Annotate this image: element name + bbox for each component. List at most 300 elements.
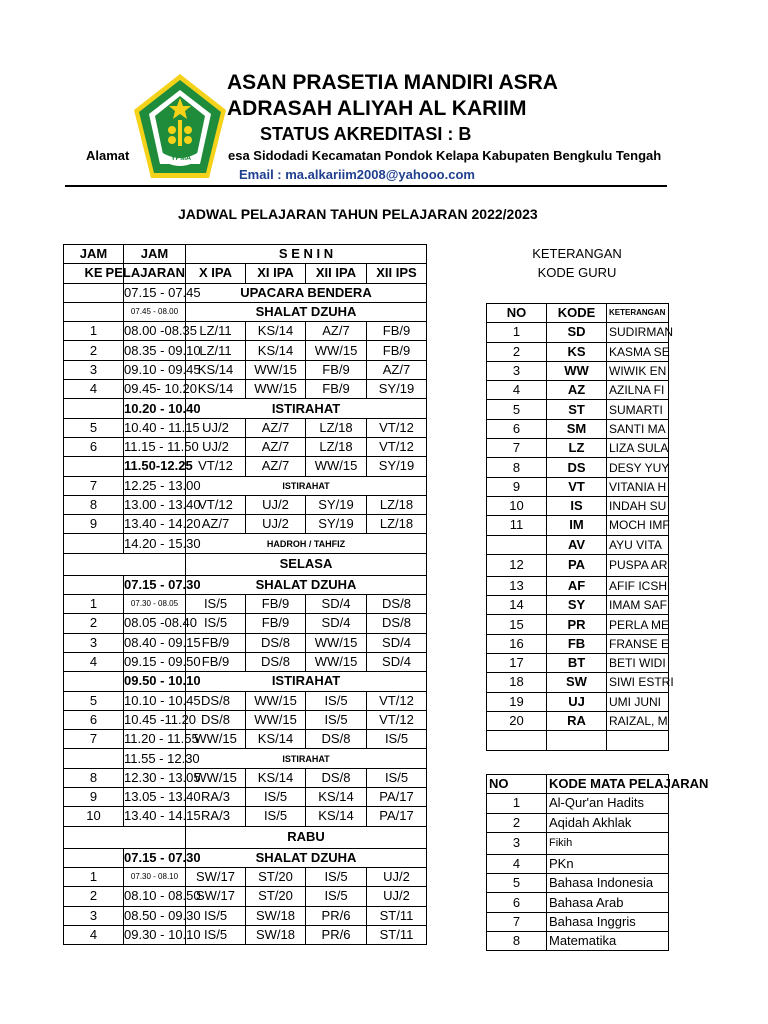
guru-no: 7 bbox=[487, 439, 547, 458]
lesson-cell: IS/5 bbox=[186, 595, 246, 614]
guru-row bbox=[487, 400, 669, 419]
mapel-row bbox=[487, 854, 669, 873]
lesson-cell: SW/17 bbox=[186, 867, 246, 886]
mapel-row bbox=[487, 893, 669, 912]
jam-ke-cell bbox=[64, 672, 124, 691]
mapel-nama: PKn bbox=[547, 854, 669, 873]
lesson-cell: SD/4 bbox=[367, 633, 427, 652]
mapel-no: 2 bbox=[487, 813, 547, 832]
time-cell: 10.45 -11.20 bbox=[124, 710, 186, 729]
lesson-cell: WW/15 bbox=[246, 380, 306, 399]
guru-head-no: NO bbox=[487, 304, 547, 323]
header-line-2: ADRASAH ALIYAH AL KARIIM bbox=[227, 97, 527, 120]
empty-cell bbox=[124, 553, 186, 575]
time-cell: 13.40 - 14.15 bbox=[124, 807, 186, 826]
guru-row bbox=[487, 477, 669, 496]
guru-kode: FB bbox=[547, 634, 607, 653]
time-cell: 11.15 - 11.50 bbox=[124, 437, 186, 456]
header-row-2 bbox=[64, 264, 427, 283]
mapel-no: 7 bbox=[487, 912, 547, 931]
guru-no: 6 bbox=[487, 419, 547, 438]
jam-ke-cell: 5 bbox=[64, 418, 124, 437]
guru-head-ket: KETERANGAN bbox=[607, 304, 669, 323]
class-header: XI IPA bbox=[246, 264, 306, 283]
time-cell: 09.30 - 10.10 bbox=[124, 925, 186, 944]
jam-ke-cell: 1 bbox=[64, 867, 124, 886]
activity-cell: ISTIRAHAT bbox=[186, 399, 427, 418]
time-cell: 13.40 - 14.20 bbox=[124, 515, 186, 534]
schedule-row bbox=[64, 906, 427, 925]
jam-ke-cell: 6 bbox=[64, 710, 124, 729]
lesson-cell: SW/17 bbox=[186, 887, 246, 906]
time-cell: 10.10 - 10.45 bbox=[124, 691, 186, 710]
guru-no: 1 bbox=[487, 323, 547, 342]
empty-cell bbox=[124, 826, 186, 848]
guru-kode: WW bbox=[547, 361, 607, 380]
lesson-cell: RA/3 bbox=[186, 788, 246, 807]
mapel-nama: Matematika bbox=[547, 932, 669, 951]
guru-nama: BETI WIDI bbox=[607, 654, 669, 673]
lesson-cell: PR/6 bbox=[306, 906, 367, 925]
guru-no: 10 bbox=[487, 496, 547, 515]
guru-nama: SANTI MA bbox=[607, 419, 669, 438]
mapel-row bbox=[487, 813, 669, 832]
time-cell: 13.05 - 13.40 bbox=[124, 788, 186, 807]
guru-kode: BT bbox=[547, 654, 607, 673]
guru-nama: KASMA SE bbox=[607, 342, 669, 361]
schedule-row bbox=[64, 399, 427, 418]
guru-no: 19 bbox=[487, 692, 547, 711]
lesson-cell: FB/9 bbox=[306, 360, 367, 379]
guru-row bbox=[487, 535, 669, 554]
time-cell: 07.15 - 07.30 bbox=[124, 575, 186, 594]
lesson-cell: IS/5 bbox=[367, 730, 427, 749]
guru-row bbox=[487, 615, 669, 634]
lesson-cell: FB/9 bbox=[367, 341, 427, 360]
lesson-cell: DS/8 bbox=[306, 768, 367, 787]
lesson-cell: UJ/2 bbox=[186, 418, 246, 437]
schedule-row bbox=[64, 575, 427, 594]
mapel-no: 4 bbox=[487, 854, 547, 873]
guru-no: 18 bbox=[487, 673, 547, 692]
guru-kode: SD bbox=[547, 323, 607, 342]
lesson-cell: AZ/7 bbox=[246, 457, 306, 476]
jam-ke-cell: 2 bbox=[64, 887, 124, 906]
time-cell: 10.20 - 10.40 bbox=[124, 399, 186, 418]
schedule-row bbox=[64, 341, 427, 360]
lesson-cell: WW/15 bbox=[306, 341, 367, 360]
schedule-row bbox=[64, 457, 427, 476]
jam-ke-cell: 1 bbox=[64, 595, 124, 614]
guru-no: 20 bbox=[487, 711, 547, 730]
activity-cell: UPACARA BENDERA bbox=[186, 283, 427, 302]
guru-nama: PERLA ME bbox=[607, 615, 669, 634]
guru-kode: PR bbox=[547, 615, 607, 634]
address-text: esa Sidodadi Kecamatan Pondok Kelapa Kabupaten Bengkulu Tengah bbox=[228, 148, 662, 163]
time-cell: 12.30 - 13.05 bbox=[124, 768, 186, 787]
mapel-nama: Fikih bbox=[547, 832, 669, 854]
activity-cell: HADROH / TAHFIZ bbox=[186, 534, 427, 553]
jam-ke-cell: 1 bbox=[64, 322, 124, 341]
mapel-no: 1 bbox=[487, 794, 547, 813]
guru-no bbox=[487, 731, 547, 750]
email-text: Email : ma.alkariim2008@yahooo.com bbox=[239, 167, 475, 182]
class-header: XII IPA bbox=[306, 264, 367, 283]
lesson-cell: SY/19 bbox=[367, 380, 427, 399]
lesson-cell: UJ/2 bbox=[246, 515, 306, 534]
class-header: X IPA bbox=[186, 264, 246, 283]
schedule-row bbox=[64, 614, 427, 633]
jam-ke-cell bbox=[64, 848, 124, 867]
guru-row bbox=[487, 731, 669, 750]
guru-kode: UJ bbox=[547, 692, 607, 711]
schedule-row bbox=[64, 788, 427, 807]
lesson-cell: SD/4 bbox=[367, 652, 427, 671]
guru-nama: SIWI ESTRI bbox=[607, 673, 669, 692]
jam-ke-cell: 8 bbox=[64, 768, 124, 787]
schedule-row bbox=[64, 867, 427, 886]
mapel-nama: Bahasa Inggris bbox=[547, 912, 669, 931]
kode-guru-title: KODE GURU bbox=[537, 265, 617, 280]
jam-ke-cell: 4 bbox=[64, 925, 124, 944]
lesson-cell: DS/8 bbox=[246, 652, 306, 671]
schedule-row bbox=[64, 807, 427, 826]
lesson-cell: PA/17 bbox=[367, 807, 427, 826]
schedule-row bbox=[64, 768, 427, 787]
lesson-cell: ST/11 bbox=[367, 925, 427, 944]
guru-nama: SUMARTI bbox=[607, 400, 669, 419]
lesson-cell: WW/15 bbox=[306, 633, 367, 652]
guru-no: 3 bbox=[487, 361, 547, 380]
lesson-cell: WW/15 bbox=[306, 652, 367, 671]
lesson-cell: SD/4 bbox=[306, 614, 367, 633]
jam-ke-cell: 2 bbox=[64, 614, 124, 633]
guru-kode: PA bbox=[547, 554, 607, 576]
lesson-cell: IS/5 bbox=[246, 807, 306, 826]
lesson-cell: AZ/7 bbox=[367, 360, 427, 379]
guru-no: 11 bbox=[487, 516, 547, 535]
mapel-row bbox=[487, 874, 669, 893]
jam-ke-cell bbox=[64, 534, 124, 553]
time-cell: 14.20 - 15.30 bbox=[124, 534, 186, 553]
schedule-row bbox=[64, 515, 427, 534]
guru-row bbox=[487, 323, 669, 342]
guru-nama: VITANIA H bbox=[607, 477, 669, 496]
guru-no: 12 bbox=[487, 554, 547, 576]
schedule-row bbox=[64, 595, 427, 614]
jam-ke-cell: 9 bbox=[64, 788, 124, 807]
schedule-row bbox=[64, 360, 427, 379]
mapel-head-kode: KODE MATA PELAJARAN bbox=[547, 775, 669, 794]
guru-no: 16 bbox=[487, 634, 547, 653]
activity-cell: ISTIRAHAT bbox=[186, 672, 427, 691]
lesson-cell: FB/9 bbox=[246, 614, 306, 633]
day-header: SELASA bbox=[186, 553, 427, 575]
guru-no: 15 bbox=[487, 615, 547, 634]
time-cell: 08.00 -08.35 bbox=[124, 322, 186, 341]
lesson-cell: FB/9 bbox=[186, 652, 246, 671]
guru-row bbox=[487, 711, 669, 730]
lesson-cell: DS/8 bbox=[186, 691, 246, 710]
guru-kode: IM bbox=[547, 516, 607, 535]
col-jam-pel-2 bbox=[105, 264, 186, 283]
mapel-nama: Aqidah Akhlak bbox=[547, 813, 669, 832]
time-cell: 08.35 - 09.10 bbox=[124, 341, 186, 360]
guru-no: 8 bbox=[487, 458, 547, 477]
address-label: Alamat bbox=[86, 148, 130, 163]
guru-kode: KS bbox=[547, 342, 607, 361]
schedule-row bbox=[64, 887, 427, 906]
mapel-nama: Al-Qur'an Hadits bbox=[547, 794, 669, 813]
time-cell: 11.20 - 11.55 bbox=[124, 730, 186, 749]
lesson-cell: VT/12 bbox=[367, 437, 427, 456]
guru-kode: AV bbox=[547, 535, 607, 554]
empty-cell bbox=[64, 553, 124, 575]
mapel-nama: Bahasa Indonesia bbox=[547, 874, 669, 893]
lesson-cell: PR/6 bbox=[306, 925, 367, 944]
guru-nama: AZILNA FI bbox=[607, 381, 669, 400]
lesson-cell: IS/5 bbox=[306, 887, 367, 906]
jam-ke-cell: 7 bbox=[64, 730, 124, 749]
guru-row bbox=[487, 342, 669, 361]
guru-nama: AFIF ICSH bbox=[607, 576, 669, 595]
lesson-cell: FB/9 bbox=[367, 322, 427, 341]
lesson-cell: VT/12 bbox=[367, 710, 427, 729]
guru-no: 5 bbox=[487, 400, 547, 419]
time-cell: 08.50 - 09.30 bbox=[124, 906, 186, 925]
guru-row bbox=[487, 673, 669, 692]
lesson-cell: PA/17 bbox=[367, 788, 427, 807]
guru-row bbox=[487, 554, 669, 576]
mapel-row bbox=[487, 832, 669, 854]
lesson-cell: IS/5 bbox=[246, 788, 306, 807]
lesson-cell: VT/12 bbox=[367, 418, 427, 437]
activity-cell: ISTIRAHAT bbox=[186, 749, 427, 768]
guru-row bbox=[487, 596, 669, 615]
lesson-cell: VT/12 bbox=[367, 691, 427, 710]
guru-row bbox=[487, 654, 669, 673]
day-header: RABU bbox=[186, 826, 427, 848]
lesson-cell: SY/19 bbox=[367, 457, 427, 476]
time-cell: 11.55 - 12.30 bbox=[124, 749, 186, 768]
activity-cell: SHALAT DZUHA bbox=[186, 848, 427, 867]
lesson-cell: KS/14 bbox=[186, 380, 246, 399]
col-jam-pel-text: PELAJARAN bbox=[105, 265, 185, 281]
lesson-cell: WW/15 bbox=[186, 730, 246, 749]
mapel-row bbox=[487, 912, 669, 931]
schedule-row bbox=[64, 534, 427, 553]
guru-row bbox=[487, 419, 669, 438]
time-cell: 08.40 - 09.15 bbox=[124, 633, 186, 652]
lesson-cell: VT/12 bbox=[186, 495, 246, 514]
mapel-header-row bbox=[487, 775, 669, 794]
mapel-head-no: NO bbox=[487, 775, 547, 794]
school-logo bbox=[133, 72, 228, 182]
guru-nama: LIZA SULA bbox=[607, 439, 669, 458]
guru-kode: SY bbox=[547, 596, 607, 615]
guru-nama: IMAM SAF bbox=[607, 596, 669, 615]
lesson-cell: UJ/2 bbox=[186, 437, 246, 456]
jam-ke-cell: 8 bbox=[64, 495, 124, 514]
guru-row bbox=[487, 496, 669, 515]
lesson-cell: DS/8 bbox=[306, 730, 367, 749]
guru-kode: LZ bbox=[547, 439, 607, 458]
guru-kode: AF bbox=[547, 576, 607, 595]
guru-no: 17 bbox=[487, 654, 547, 673]
mapel-no: 8 bbox=[487, 932, 547, 951]
schedule-row bbox=[64, 633, 427, 652]
mapel-no: 5 bbox=[487, 874, 547, 893]
guru-kode: VT bbox=[547, 477, 607, 496]
lesson-cell: WW/15 bbox=[246, 691, 306, 710]
schedule-row bbox=[64, 553, 427, 575]
schedule-row bbox=[64, 652, 427, 671]
lesson-cell: LZ/11 bbox=[186, 341, 246, 360]
jam-ke-cell: 7 bbox=[64, 476, 124, 495]
guru-nama: UMI JUNI bbox=[607, 692, 669, 711]
schedule-row bbox=[64, 848, 427, 867]
guru-kode: DS bbox=[547, 458, 607, 477]
lesson-cell: LZ/11 bbox=[186, 322, 246, 341]
guru-row bbox=[487, 634, 669, 653]
lesson-cell: WW/15 bbox=[246, 710, 306, 729]
jam-ke-cell bbox=[64, 457, 124, 476]
jam-ke-cell bbox=[64, 302, 124, 321]
guru-row bbox=[487, 381, 669, 400]
schedule-row bbox=[64, 322, 427, 341]
lesson-cell: ST/20 bbox=[246, 887, 306, 906]
guru-no bbox=[487, 535, 547, 554]
lesson-cell: IS/5 bbox=[186, 906, 246, 925]
lesson-cell: LZ/18 bbox=[306, 437, 367, 456]
jam-ke-cell: 4 bbox=[64, 380, 124, 399]
schedule-row bbox=[64, 302, 427, 321]
schedule-row bbox=[64, 730, 427, 749]
guru-row bbox=[487, 692, 669, 711]
jam-ke-cell: 2 bbox=[64, 341, 124, 360]
lesson-cell: RA/3 bbox=[186, 807, 246, 826]
guru-row bbox=[487, 516, 669, 535]
lesson-cell: SW/18 bbox=[246, 906, 306, 925]
schedule-row bbox=[64, 672, 427, 691]
schedule-row bbox=[64, 476, 427, 495]
lesson-cell: FB/9 bbox=[186, 633, 246, 652]
jam-ke-cell: 3 bbox=[64, 906, 124, 925]
guru-row bbox=[487, 361, 669, 380]
lesson-cell: SW/18 bbox=[246, 925, 306, 944]
header-row-1 bbox=[64, 245, 427, 264]
header-divider bbox=[65, 185, 667, 187]
schedule-row bbox=[64, 925, 427, 944]
guru-no: 2 bbox=[487, 342, 547, 361]
jam-ke-cell: 3 bbox=[64, 633, 124, 652]
day-header-senin: S E N I N bbox=[186, 245, 427, 264]
lesson-cell: IS/5 bbox=[306, 691, 367, 710]
lesson-cell: ST/11 bbox=[367, 906, 427, 925]
guru-kode: ST bbox=[547, 400, 607, 419]
guru-row bbox=[487, 458, 669, 477]
schedule-row bbox=[64, 691, 427, 710]
lesson-cell: KS/14 bbox=[306, 788, 367, 807]
page-title: JADWAL PELAJARAN TAHUN PELAJARAN 2022/2023 bbox=[178, 206, 538, 222]
keterangan-title: KETERANGAN bbox=[532, 246, 622, 261]
lesson-cell: DS/8 bbox=[367, 614, 427, 633]
lesson-cell: IS/5 bbox=[306, 867, 367, 886]
lesson-cell: IS/5 bbox=[186, 614, 246, 633]
guru-nama: SUDIRMAN bbox=[607, 323, 669, 342]
mapel-row bbox=[487, 932, 669, 951]
activity-cell: SHALAT DZUHA bbox=[186, 302, 427, 321]
class-header: XII IPS bbox=[367, 264, 427, 283]
lesson-cell: KS/14 bbox=[246, 768, 306, 787]
jam-ke-cell: 6 bbox=[64, 437, 124, 456]
lesson-cell: UJ/2 bbox=[246, 495, 306, 514]
lesson-cell: WW/15 bbox=[246, 360, 306, 379]
guru-nama: INDAH SU bbox=[607, 496, 669, 515]
lesson-cell: KS/14 bbox=[246, 730, 306, 749]
logo-text: YPMA bbox=[170, 155, 192, 162]
lesson-cell: SY/19 bbox=[306, 495, 367, 514]
header-line-3: STATUS AKREDITASI : B bbox=[260, 124, 472, 144]
guru-nama: AYU VITA bbox=[607, 535, 669, 554]
lesson-cell: SD/4 bbox=[306, 595, 367, 614]
lesson-cell: FB/9 bbox=[306, 380, 367, 399]
time-cell: 11.50-12.25 bbox=[124, 457, 186, 476]
schedule-row bbox=[64, 495, 427, 514]
lesson-cell: LZ/18 bbox=[306, 418, 367, 437]
lesson-cell: KS/14 bbox=[306, 807, 367, 826]
guru-kode: SW bbox=[547, 673, 607, 692]
schedule-row bbox=[64, 749, 427, 768]
col-jam-ke-1: JAM bbox=[64, 245, 124, 264]
lesson-cell: KS/14 bbox=[246, 341, 306, 360]
schedule-row bbox=[64, 283, 427, 302]
guru-nama: MOCH IMF bbox=[607, 516, 669, 535]
time-cell: 07.15 - 07.45 bbox=[124, 283, 186, 302]
activity-cell: ISTIRAHAT bbox=[186, 476, 427, 495]
time-cell: 09.50 - 10.10 bbox=[124, 672, 186, 691]
guru-kode: SM bbox=[547, 419, 607, 438]
lesson-cell: IS/5 bbox=[367, 768, 427, 787]
guru-nama bbox=[607, 731, 669, 750]
guru-row bbox=[487, 439, 669, 458]
guru-kode bbox=[547, 731, 607, 750]
jam-ke-cell: 5 bbox=[64, 691, 124, 710]
schedule-row bbox=[64, 437, 427, 456]
guru-kode: RA bbox=[547, 711, 607, 730]
lesson-cell: WW/15 bbox=[306, 457, 367, 476]
time-cell: 07.30 - 08.10 bbox=[124, 867, 186, 886]
guru-kode: IS bbox=[547, 496, 607, 515]
jam-ke-cell bbox=[64, 749, 124, 768]
time-cell: 12.25 - 13.00 bbox=[124, 476, 186, 495]
time-cell: 09.45- 10.20 bbox=[124, 380, 186, 399]
jam-ke-cell bbox=[64, 575, 124, 594]
lesson-cell: WW/15 bbox=[186, 768, 246, 787]
jam-ke-cell: 9 bbox=[64, 515, 124, 534]
schedule-row bbox=[64, 826, 427, 848]
mapel-no: 6 bbox=[487, 893, 547, 912]
col-jam-ke-2: KE bbox=[64, 264, 124, 283]
header-line-1: ASAN PRASETIA MANDIRI ASRA bbox=[227, 71, 558, 94]
time-cell: 08.05 -08.40 bbox=[124, 614, 186, 633]
lesson-cell: AZ/7 bbox=[246, 437, 306, 456]
jam-ke-cell: 10 bbox=[64, 807, 124, 826]
empty-cell bbox=[64, 826, 124, 848]
jam-ke-cell: 3 bbox=[64, 360, 124, 379]
lesson-cell: KS/14 bbox=[186, 360, 246, 379]
lesson-cell: LZ/18 bbox=[367, 495, 427, 514]
